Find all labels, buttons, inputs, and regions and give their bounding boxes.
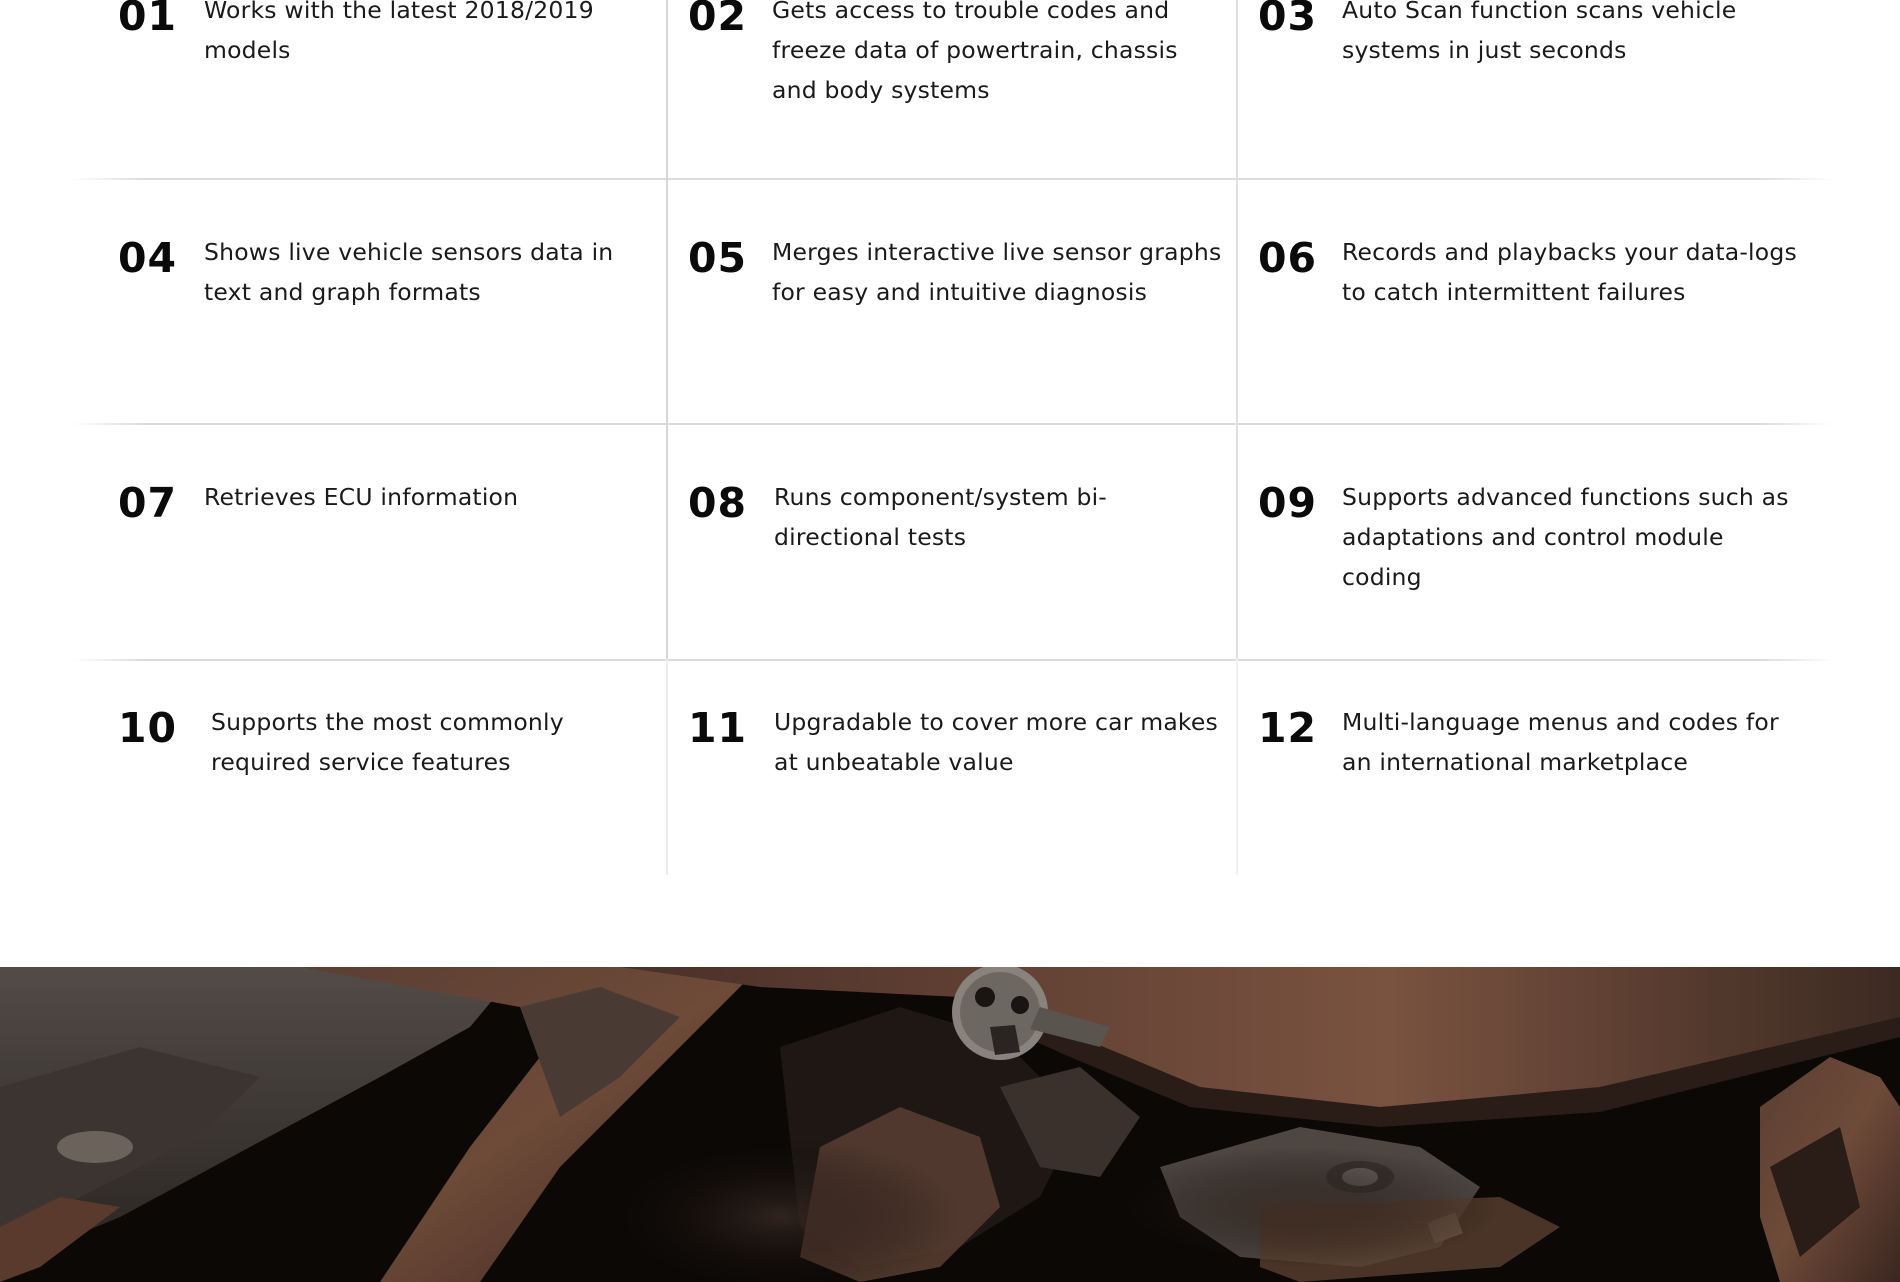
feature-row: [72, 178, 1832, 423]
feature-row: [72, 659, 1832, 875]
feature-number: 02: [688, 0, 748, 40]
feature-cell-03: [1236, 0, 1832, 178]
feature-number: 08: [688, 479, 748, 527]
feature-number: 12: [1258, 704, 1318, 752]
feature-cell-02: [666, 0, 1236, 178]
feature-description: Records and playbacks your data-logs to catch intermittent failures: [1342, 238, 1797, 306]
feature-number: 06: [1258, 234, 1318, 282]
feature-cell-04: [72, 178, 666, 423]
feature-grid: [72, 0, 1832, 875]
feature-cell-05: [666, 178, 1236, 423]
feature-number: 03: [1258, 0, 1318, 40]
feature-description: Multi-language menus and codes for an international marketplace: [1342, 708, 1779, 776]
feature-description: Retrieves ECU information: [204, 483, 519, 511]
feature-row: [72, 0, 1832, 178]
feature-number: 04: [118, 234, 178, 282]
feature-number: 11: [688, 704, 748, 752]
feature-number: 05: [688, 234, 748, 282]
feature-number: 01: [118, 0, 178, 40]
feature-number: 07: [118, 479, 178, 527]
feature-cell-08: [666, 423, 1236, 659]
feature-description: Supports advanced functions such as adaptations and control module coding: [1342, 483, 1789, 591]
feature-row: [72, 423, 1832, 659]
feature-description: Auto Scan function scans vehicle systems in just seconds: [1342, 0, 1737, 64]
feature-number: 10: [118, 704, 178, 752]
feature-cell-09: [1236, 423, 1832, 659]
undercarriage-photo-banner: [0, 967, 1900, 1282]
feature-description: Gets access to trouble codes and freeze data of powertrain, chassis and body systems: [772, 0, 1178, 104]
feature-description: Runs component/system bi-directional tests: [774, 483, 1107, 551]
feature-description: Works with the latest 2018/2019 models: [204, 0, 594, 64]
feature-cell-11: [666, 659, 1236, 875]
feature-cell-12: [1236, 659, 1832, 875]
feature-description: Upgradable to cover more car makes at unbeatable value: [774, 708, 1219, 776]
feature-number: 09: [1258, 479, 1318, 527]
feature-cell-01: [72, 0, 666, 178]
feature-description: Shows live vehicle sensors data in text and graph formats: [204, 238, 614, 306]
feature-cell-10: [72, 659, 666, 875]
feature-cell-06: [1236, 178, 1832, 423]
feature-cell-07: [72, 423, 666, 659]
feature-description: Merges interactive live sensor graphs for easy and intuitive diagnosis: [772, 238, 1222, 306]
vehicle-undercarriage-photo: [0, 967, 1900, 1282]
feature-description: Supports the most commonly required service features: [211, 708, 564, 776]
